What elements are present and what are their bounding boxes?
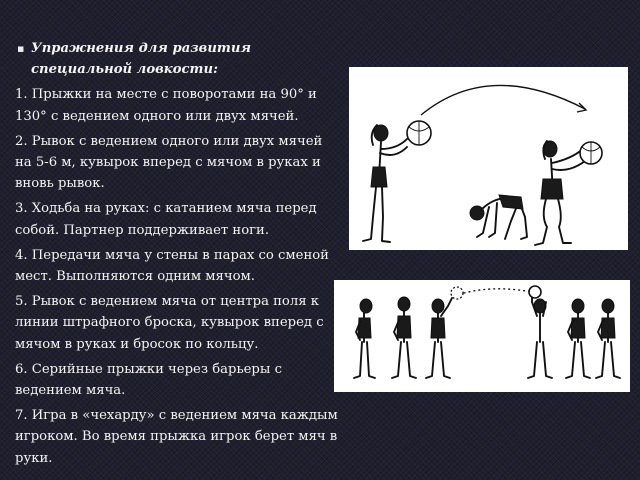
- ball-trajectory-arc: [421, 85, 586, 115]
- pass-trajectory-arc: [454, 289, 532, 296]
- exercise-item: 7. Игра в «чехарду» с ведением мяча каждым игроком. Во время прыжка игрок берет мяч в руки.: [15, 408, 338, 466]
- slide-heading: [15, 38, 343, 80]
- line-pass-illustration: [334, 280, 630, 392]
- right-group-player-1: [528, 286, 552, 378]
- crouching-partner-figure: [470, 195, 527, 239]
- slide-heading-text: Упражнения для развития специальной ловкости:: [31, 41, 251, 78]
- exercise-list: [15, 84, 343, 468]
- left-player-figure: [363, 121, 431, 242]
- exercise-item: 1. Прыжки на месте с поворотами на 90° и 130° с ведением одного или двух мячей.: [15, 87, 317, 124]
- pass-over-partner-illustration: [349, 67, 628, 250]
- exercise-item: 6. Серийные прыжки через барьеры с ведением мяча.: [15, 361, 282, 399]
- right-group-player-2: [566, 299, 590, 378]
- square-bullet-icon: ▪: [17, 42, 25, 55]
- exercise-item: 2. Рывок с ведением одного или двух мячей на 5-6 м, кувырок вперед с мячом в руках и вновь рывок.: [15, 133, 323, 192]
- right-group-player-3: [596, 299, 620, 378]
- right-player-figure: [535, 141, 602, 245]
- exercise-item: 3. Ходьба на руках: с катанием мяча перед собой. Партнер поддерживает ноги.: [15, 201, 317, 238]
- left-group-player-2: [392, 297, 416, 378]
- exercise-item: 5. Рывок с ведением мяча от центра поля к линии штрафного броска, кувырок вперед с мячом в руках и бросок по кольцу.: [15, 294, 324, 352]
- dotted-ball-icon: [451, 287, 463, 299]
- slide-text-block: [15, 38, 343, 473]
- left-group-player-3: [426, 298, 452, 378]
- exercise-item: 4. Передачи мяча у стены в парах со сменой мест. Выполняются одним мячом.: [15, 247, 329, 285]
- left-group-player-1: [354, 299, 375, 378]
